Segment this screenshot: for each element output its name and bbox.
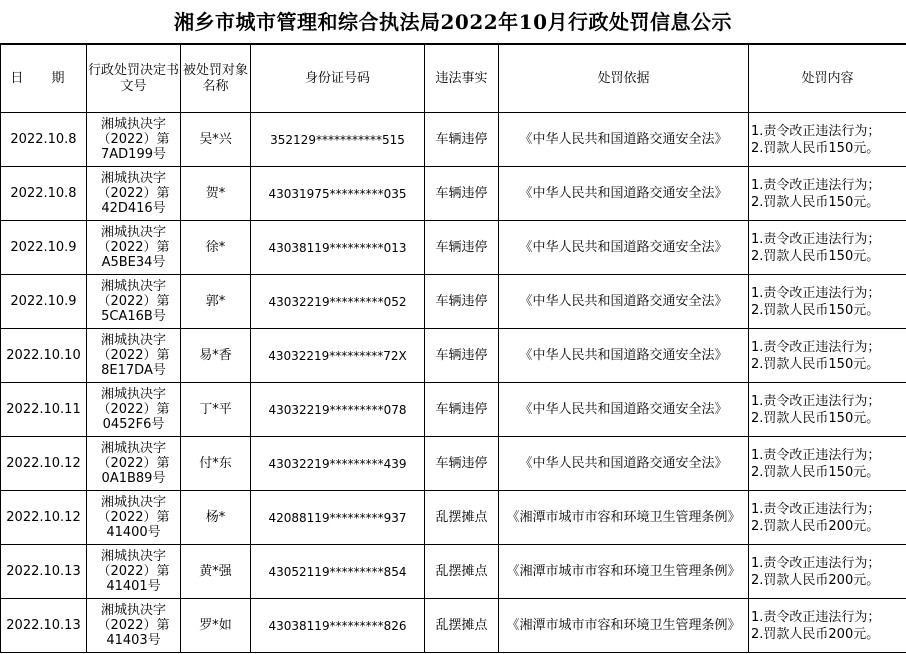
cell-basis: 《湘潭市城市市容和环境卫生管理条例》 [499, 599, 749, 653]
cell-date: 2022.10.9 [1, 275, 87, 329]
cell-id: 43031975*********035 [251, 167, 425, 221]
content-line-1: 1.责令改正违法行为； [751, 555, 881, 571]
cell-date: 2022.10.8 [1, 113, 87, 167]
cell-violation: 乱摆摊点 [425, 599, 499, 653]
cell-id: 43038119*********826 [251, 599, 425, 653]
cell-doc-no: 湘城执决字（2022）第8E17DA号 [87, 329, 181, 383]
cell-violation: 车辆违停 [425, 113, 499, 167]
cell-name: 杨* [181, 491, 251, 545]
header-basis: 处罚依据 [499, 45, 749, 113]
cell-violation: 车辆违停 [425, 383, 499, 437]
header-content: 处罚内容 [749, 45, 906, 113]
cell-name: 郭* [181, 275, 251, 329]
cell-content [749, 545, 906, 599]
cell-violation: 车辆违停 [425, 329, 499, 383]
table-row [1, 545, 906, 599]
cell-doc-no: 湘城执决字（2022）第A5BE34号 [87, 221, 181, 275]
cell-name: 付*东 [181, 437, 251, 491]
cell-basis: 《中华人民共和国道路交通安全法》 [499, 329, 749, 383]
header-id: 身份证号码 [251, 45, 425, 113]
cell-id: 43032219*********439 [251, 437, 425, 491]
cell-name: 徐* [181, 221, 251, 275]
table-row [1, 437, 906, 491]
cell-basis: 《湘潭市城市市容和环境卫生管理条例》 [499, 491, 749, 545]
cell-id: 43038119*********013 [251, 221, 425, 275]
content-line-2: 2.罚款人民币150元。 [751, 410, 880, 426]
cell-basis: 《湘潭市城市市容和环境卫生管理条例》 [499, 545, 749, 599]
cell-name: 易*香 [181, 329, 251, 383]
content-line-2: 2.罚款人民币200元。 [751, 572, 880, 588]
table-row [1, 275, 906, 329]
cell-doc-no: 湘城执决字（2022）第41403号 [87, 599, 181, 653]
content-line-2: 2.罚款人民币150元。 [751, 464, 880, 480]
page-title: 湘乡市城市管理和综合执法局2022年10月行政处罚信息公示 [0, 0, 906, 44]
header-date: 日 期 [1, 45, 87, 113]
content-line-1: 1.责令改正违法行为； [751, 123, 881, 139]
content-line-1: 1.责令改正违法行为； [751, 177, 881, 193]
cell-content [749, 113, 906, 167]
content-line-1: 1.责令改正违法行为； [751, 501, 881, 517]
content-line-2: 2.罚款人民币150元。 [751, 194, 880, 210]
cell-doc-no: 湘城执决字（2022）第0A1B89号 [87, 437, 181, 491]
cell-id: 352129***********515 [251, 113, 425, 167]
cell-name: 罗*如 [181, 599, 251, 653]
cell-doc-no: 湘城执决字（2022）第7AD199号 [87, 113, 181, 167]
cell-doc-no: 湘城执决字（2022）第0452F6号 [87, 383, 181, 437]
cell-violation: 乱摆摊点 [425, 491, 499, 545]
table-row [1, 113, 906, 167]
content-line-1: 1.责令改正违法行为； [751, 609, 881, 625]
cell-date: 2022.10.8 [1, 167, 87, 221]
penalty-table [0, 44, 906, 653]
cell-basis: 《中华人民共和国道路交通安全法》 [499, 383, 749, 437]
content-line-2: 2.罚款人民币200元。 [751, 626, 880, 642]
cell-violation: 车辆违停 [425, 275, 499, 329]
cell-content [749, 329, 906, 383]
cell-content [749, 221, 906, 275]
cell-violation: 车辆违停 [425, 221, 499, 275]
cell-id: 43032219*********72X [251, 329, 425, 383]
table-row [1, 383, 906, 437]
content-line-1: 1.责令改正违法行为； [751, 447, 881, 463]
cell-doc-no: 湘城执决字（2022）第5CA16B号 [87, 275, 181, 329]
cell-doc-no: 湘城执决字（2022）第41400号 [87, 491, 181, 545]
cell-content [749, 383, 906, 437]
cell-content [749, 275, 906, 329]
cell-violation: 乱摆摊点 [425, 545, 499, 599]
content-line-2: 2.罚款人民币150元。 [751, 248, 880, 264]
cell-id: 42088119*********937 [251, 491, 425, 545]
content-line-2: 2.罚款人民币150元。 [751, 302, 880, 318]
header-violation: 违法事实 [425, 45, 499, 113]
table-row [1, 491, 906, 545]
content-line-1: 1.责令改正违法行为； [751, 339, 881, 355]
cell-name: 黄*强 [181, 545, 251, 599]
content-line-2: 2.罚款人民币150元。 [751, 140, 880, 156]
cell-content [749, 167, 906, 221]
cell-content [749, 437, 906, 491]
cell-violation: 车辆违停 [425, 167, 499, 221]
table-row [1, 329, 906, 383]
content-line-2: 2.罚款人民币200元。 [751, 518, 880, 534]
cell-basis: 《中华人民共和国道路交通安全法》 [499, 221, 749, 275]
cell-date: 2022.10.10 [1, 329, 87, 383]
table-row [1, 599, 906, 653]
cell-basis: 《中华人民共和国道路交通安全法》 [499, 437, 749, 491]
cell-content [749, 599, 906, 653]
cell-doc-no: 湘城执决字（2022）第41401号 [87, 545, 181, 599]
cell-date: 2022.10.13 [1, 599, 87, 653]
cell-doc-no: 湘城执决字（2022）第42D416号 [87, 167, 181, 221]
content-line-2: 2.罚款人民币150元。 [751, 356, 880, 372]
cell-basis: 《中华人民共和国道路交通安全法》 [499, 275, 749, 329]
cell-basis: 《中华人民共和国道路交通安全法》 [499, 113, 749, 167]
content-line-1: 1.责令改正违法行为； [751, 285, 881, 301]
cell-name: 丁*平 [181, 383, 251, 437]
header-name: 被处罚对象名称 [181, 45, 251, 113]
header-row [1, 45, 906, 113]
cell-id: 43052119*********854 [251, 545, 425, 599]
cell-date: 2022.10.13 [1, 545, 87, 599]
cell-content [749, 491, 906, 545]
cell-name: 吴*兴 [181, 113, 251, 167]
cell-date: 2022.10.12 [1, 491, 87, 545]
cell-violation: 车辆违停 [425, 437, 499, 491]
table-row [1, 167, 906, 221]
cell-id: 43032219*********052 [251, 275, 425, 329]
cell-date: 2022.10.11 [1, 383, 87, 437]
cell-id: 43032219*********078 [251, 383, 425, 437]
table-row [1, 221, 906, 275]
content-line-1: 1.责令改正违法行为； [751, 231, 881, 247]
cell-basis: 《中华人民共和国道路交通安全法》 [499, 167, 749, 221]
header-doc-no: 行政处罚决定书文号 [87, 45, 181, 113]
cell-name: 贺* [181, 167, 251, 221]
content-line-1: 1.责令改正违法行为； [751, 393, 881, 409]
cell-date: 2022.10.9 [1, 221, 87, 275]
cell-date: 2022.10.12 [1, 437, 87, 491]
